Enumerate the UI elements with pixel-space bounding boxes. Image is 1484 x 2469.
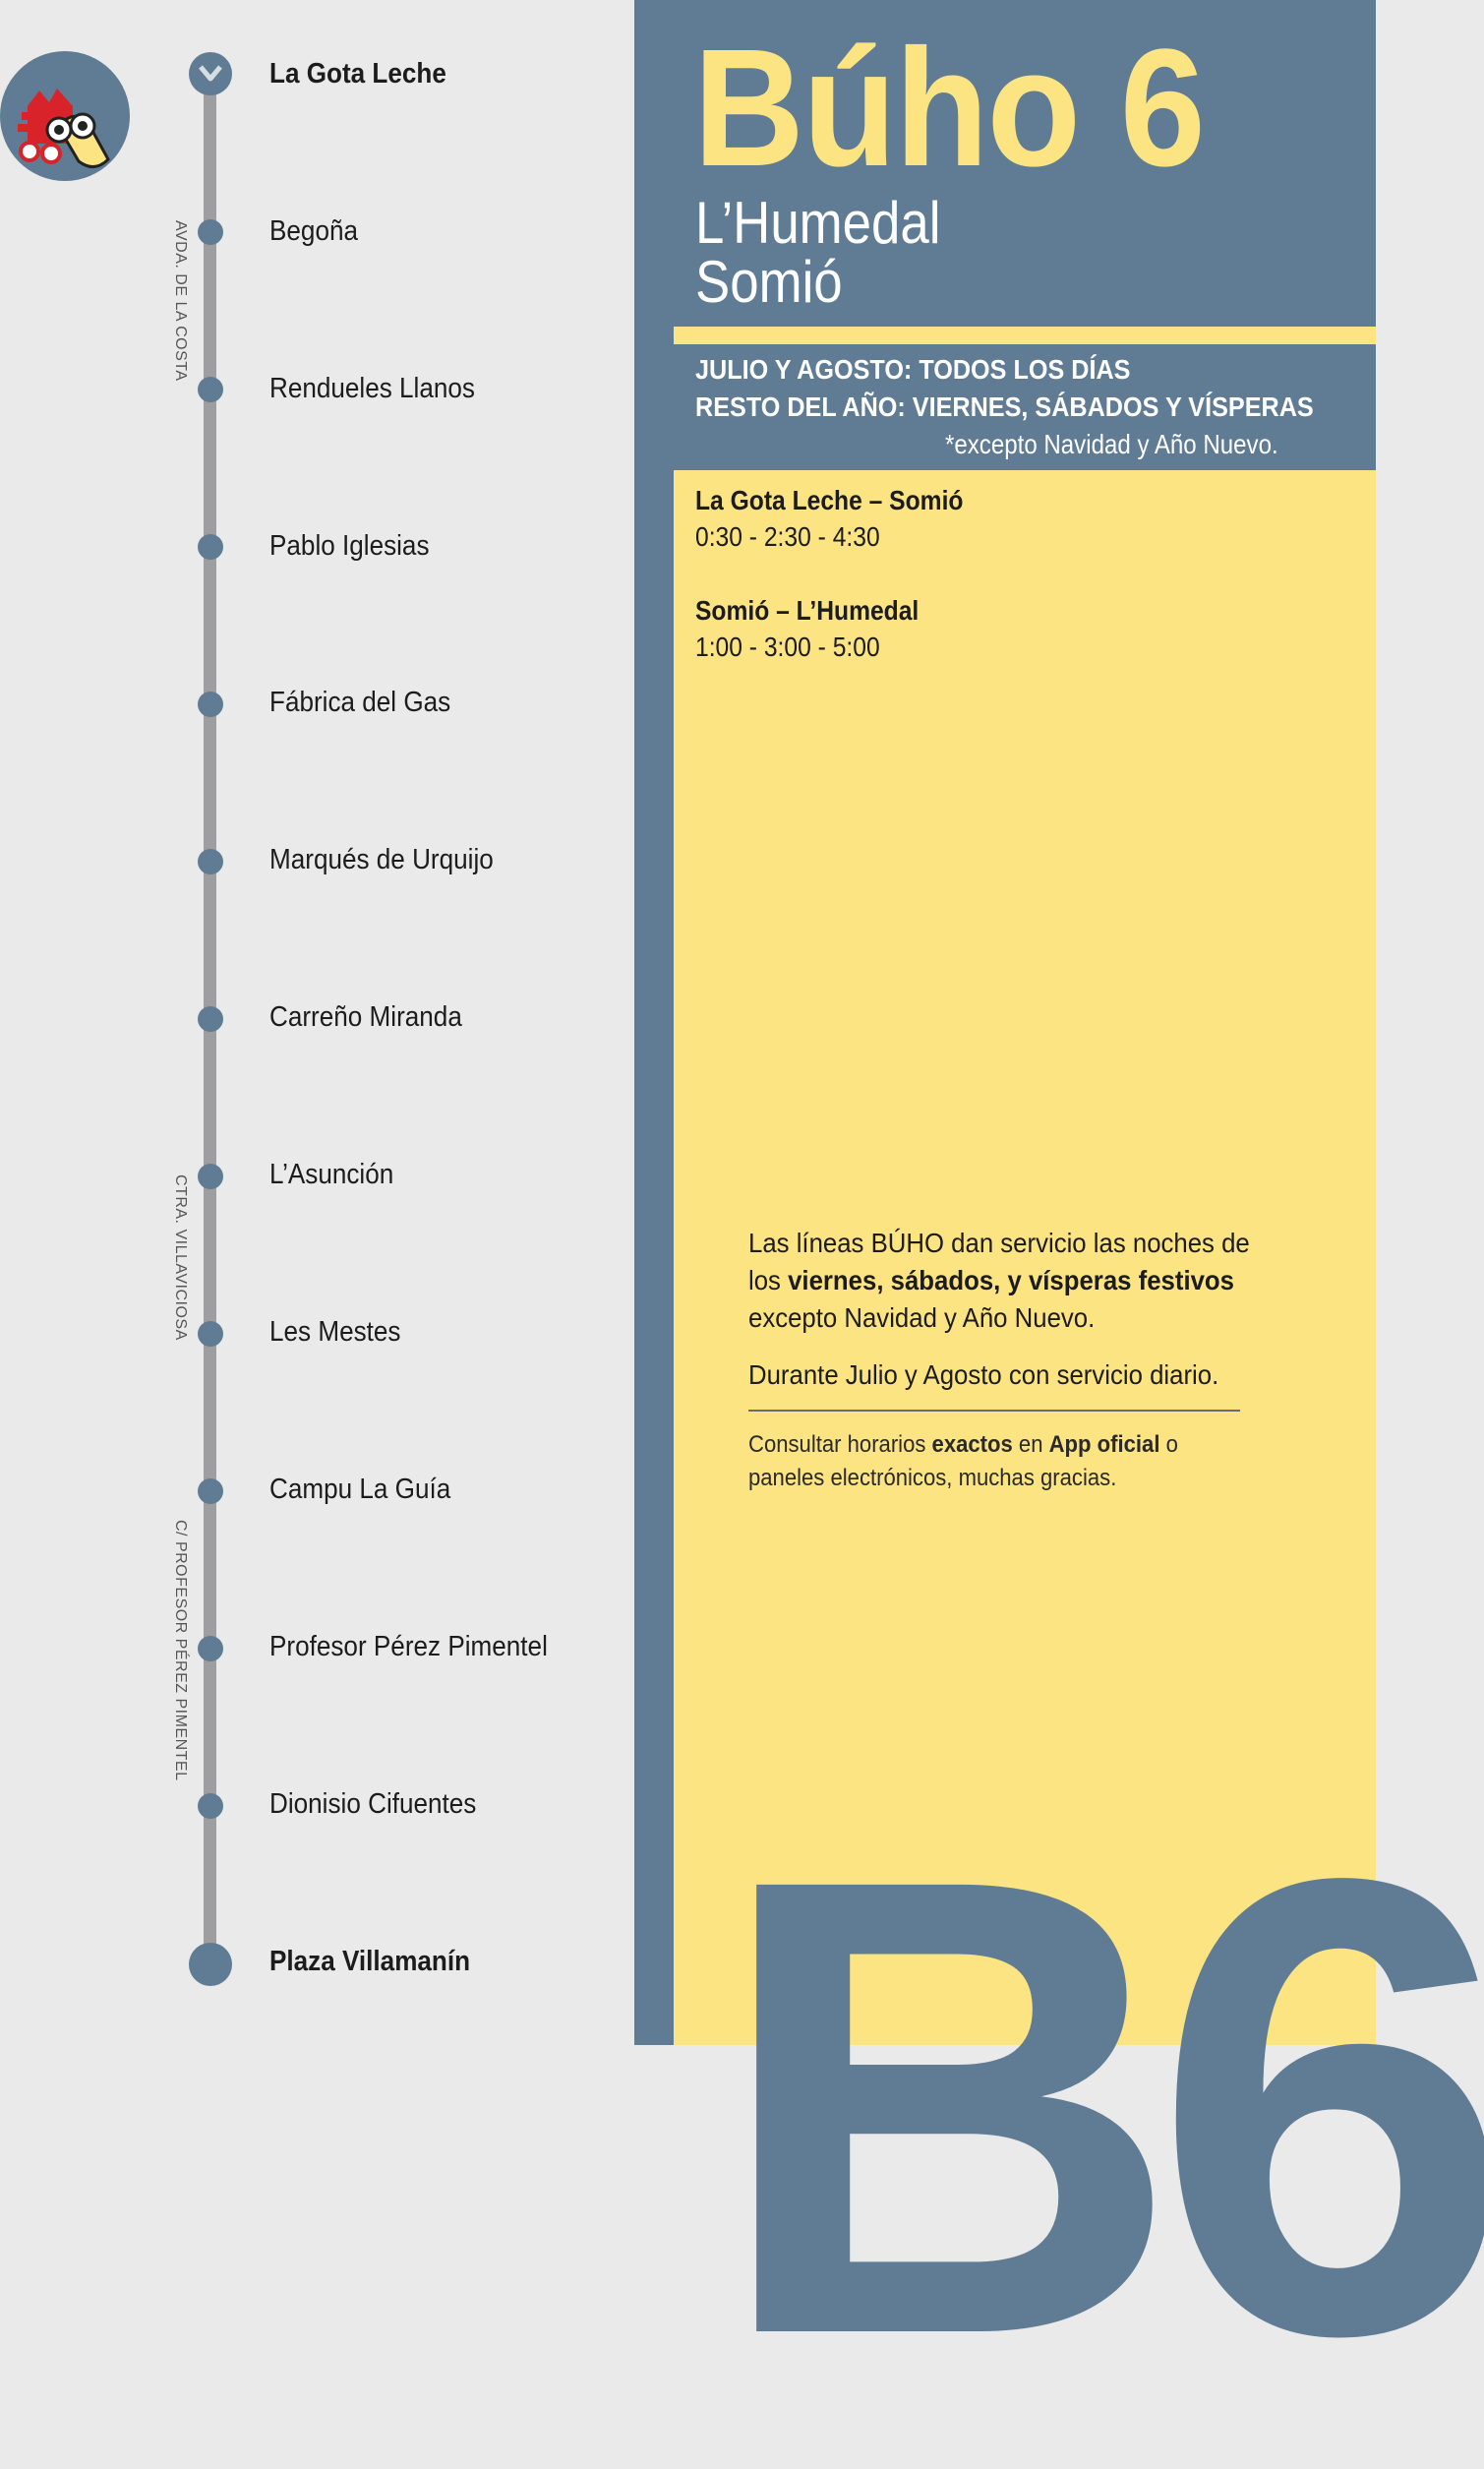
- schedule-box: [674, 327, 1484, 2469]
- divider: [748, 1410, 1240, 1412]
- stop-marker: [198, 1321, 223, 1347]
- stop-name: Fábrica del Gas: [269, 687, 451, 718]
- note-text-bold: exactos: [931, 1431, 1013, 1458]
- route-end-marker: [189, 1943, 232, 1986]
- notice-exception: *excepto Navidad y Año Nuevo.: [945, 429, 1278, 459]
- service-notice: [674, 344, 1376, 470]
- destination-1: L’Humedal: [695, 190, 941, 256]
- street-label: CTRA. VILLAVICIOSA: [172, 1174, 189, 1341]
- stop-marker: [198, 849, 223, 874]
- consult-note: [748, 1428, 1255, 1495]
- info-text: excepto Navidad y Año Nuevo.: [748, 1302, 1096, 1333]
- stop-marker: [198, 1636, 223, 1661]
- note-text: o paneles electrónicos, muchas gracias.: [748, 1431, 1178, 1491]
- daily-service-info: Durante Julio y Agosto con servicio diario.: [748, 1359, 1219, 1390]
- street-label: C/ PROFESOR PÉREZ PIMENTEL: [172, 1520, 189, 1781]
- chevron-down-icon: [189, 52, 232, 95]
- info-text-bold: viernes, sábados, y vísperas festivos: [788, 1265, 1235, 1295]
- stop-marker: [198, 534, 223, 560]
- stop-name: L’Asunción: [269, 1159, 394, 1190]
- stop-name: Begoña: [269, 215, 358, 247]
- stop-marker: [198, 219, 223, 245]
- notice-line-2: RESTO DEL AÑO: VIERNES, SÁBADOS Y VÍSPERAS: [695, 391, 1314, 422]
- note-text: en: [1012, 1431, 1049, 1458]
- stop-name: La Gota Leche: [269, 58, 446, 90]
- note-text: Consultar horarios: [748, 1431, 932, 1458]
- stop-name: Plaza Villamanín: [269, 1946, 471, 1977]
- schedule-times: 0:30 - 2:30 - 4:30: [695, 521, 880, 552]
- stop-marker: [198, 1006, 223, 1032]
- street-label: AVDA. DE LA COSTA: [172, 220, 189, 382]
- stop-marker: [198, 1793, 223, 1819]
- stop-name: Marqués de Urquijo: [269, 844, 494, 875]
- notice-line-1: JULIO Y AGOSTO: TODOS LOS DÍAS: [695, 354, 1131, 385]
- stop-name: Campu La Guía: [269, 1474, 451, 1505]
- stop-marker: [198, 1478, 223, 1504]
- schedule-times: 1:00 - 3:00 - 5:00: [695, 632, 880, 662]
- line-badge: B6: [713, 1744, 1484, 2469]
- stop-marker: [198, 377, 223, 402]
- service-info: [748, 1225, 1274, 1337]
- stop-name: Dionisio Cifuentes: [269, 1788, 477, 1820]
- stop-name: Rendueles Llanos: [269, 373, 475, 404]
- destination-2: Somió: [695, 249, 843, 315]
- info-text: Las líneas BÚHO dan servicio las noches de los: [748, 1228, 1250, 1295]
- line-title: Búho 6: [693, 15, 1204, 202]
- schedule-direction: La Gota Leche – Somió: [695, 485, 964, 515]
- stop-marker: [198, 692, 223, 717]
- info-panel: [634, 0, 1484, 2469]
- schedule-direction: Somió – L’Humedal: [695, 595, 920, 626]
- route-start-marker: [189, 52, 232, 95]
- stop-name: Carreño Miranda: [269, 1001, 462, 1033]
- stop-name: Profesor Pérez Pimentel: [269, 1631, 548, 1662]
- stop-name: Pablo Iglesias: [269, 530, 430, 562]
- owl-logo-icon: [0, 51, 130, 181]
- note-text-bold: App oficial: [1048, 1431, 1160, 1458]
- stop-marker: [198, 1164, 223, 1189]
- stop-name: Les Mestes: [269, 1316, 401, 1348]
